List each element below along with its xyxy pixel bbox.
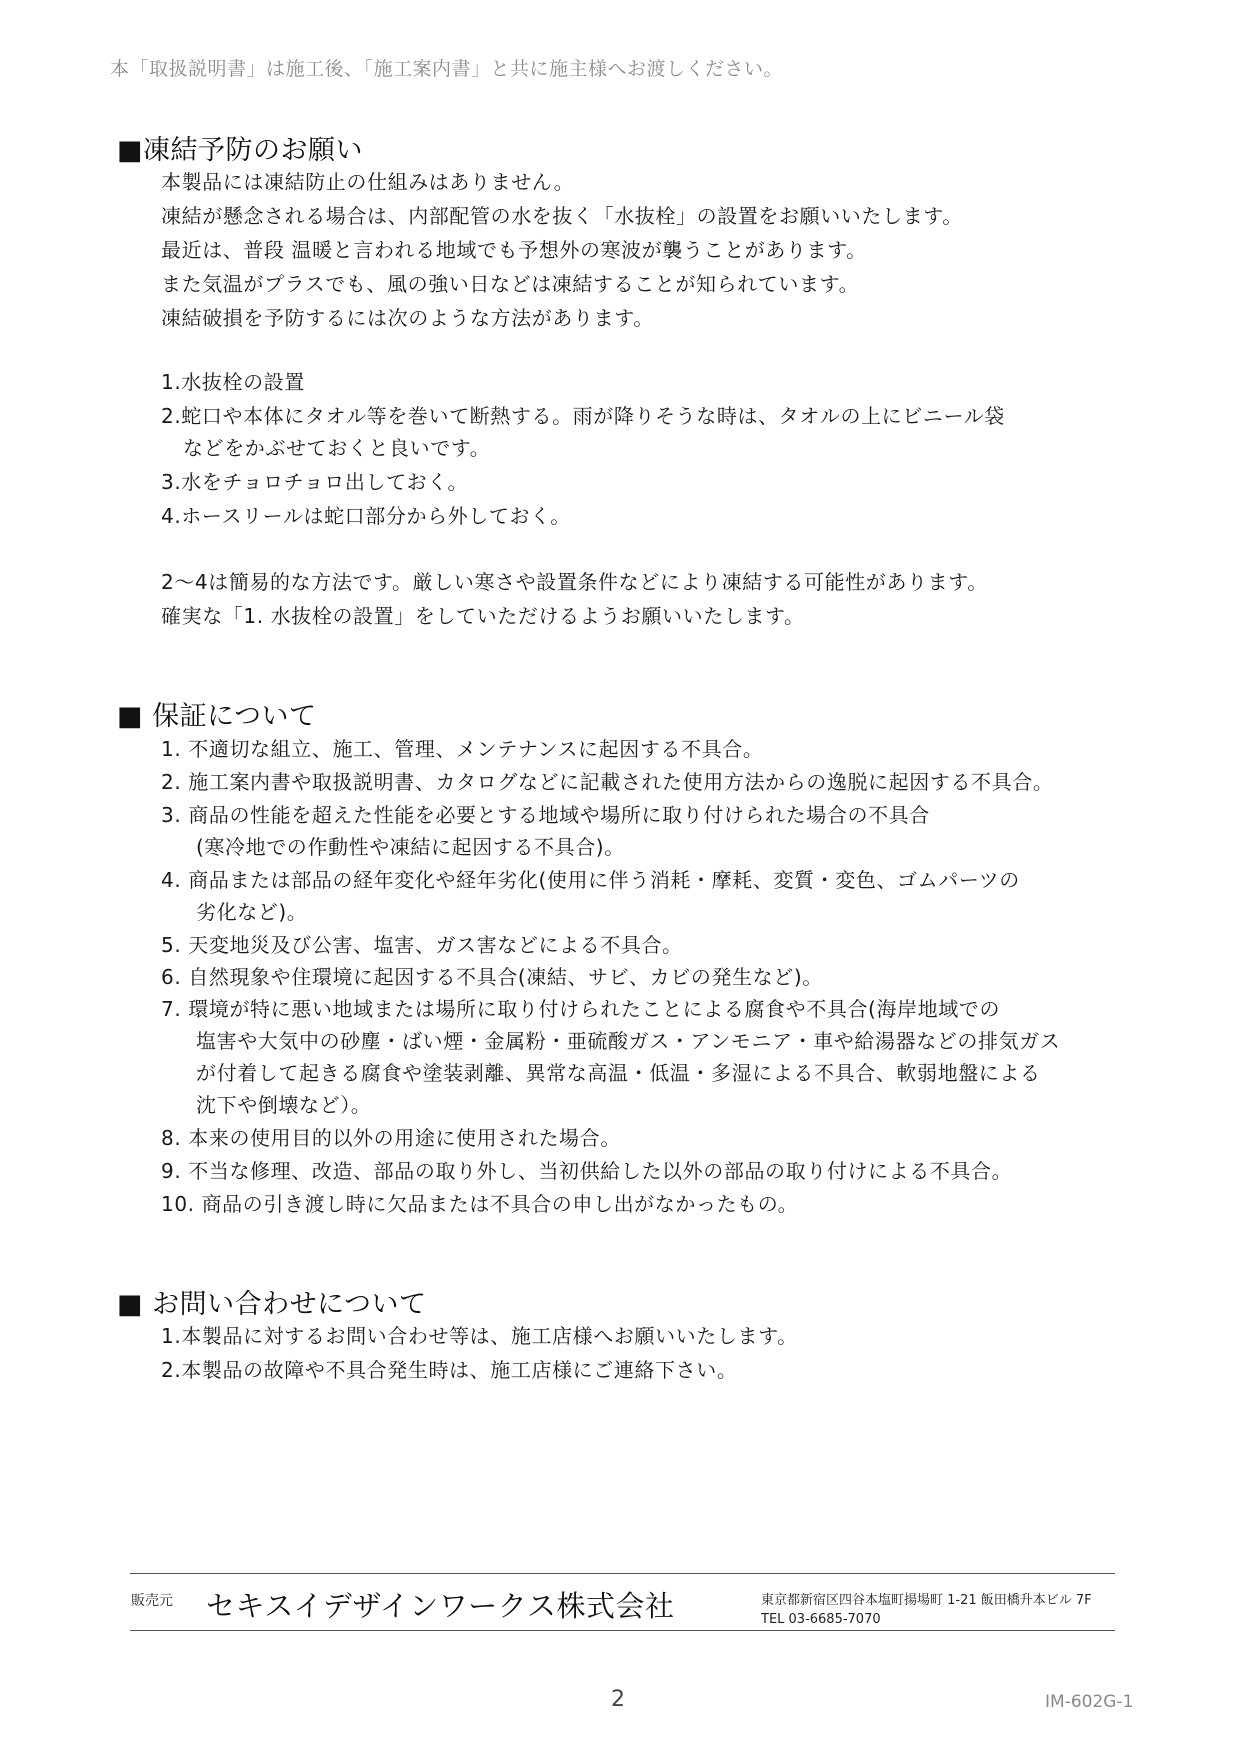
freeze-intro-line: 最近は、普段 温暖と言われる地域でも予想外の寒波が襲うことがあります。	[161, 238, 867, 262]
warranty-section-title: ■ 保証について	[117, 701, 317, 732]
seller-label: 販売元	[131, 1593, 173, 1609]
document-code: IM-602G-1	[1045, 1692, 1134, 1712]
contact-section-title: ■ お問い合わせについて	[117, 1289, 427, 1320]
warranty-item-continuation: 劣化など)。	[196, 900, 308, 924]
company-tel: TEL 03-6685-7070	[761, 1612, 881, 1627]
freeze-intro-line: 凍結破損を予防するには次のような方法があります。	[161, 306, 654, 330]
warranty-item-continuation: 塩害や大気中の砂塵・ばい煙・金属粉・亜硫酸ガス・アンモニア・車や給湯器などの排気ガス	[196, 1029, 1061, 1053]
freeze-method-item: 4.ホースリールは蛇口部分から外しておく。	[161, 504, 571, 528]
warranty-item: 7. 環境が特に悪い地域または場所に取り付けられたことによる腐食や不具合(海岸地域での	[161, 997, 1001, 1021]
freeze-note-line: 確実な「1. 水抜栓の設置」をしていただけるようお願いいたします。	[161, 604, 805, 628]
company-name: セキスイデザインワークス株式会社	[206, 1589, 675, 1623]
freeze-section-title: ■凍結予防のお願い	[117, 135, 364, 166]
warranty-item: 3. 商品の性能を超えた性能を必要とする地域や場所に取り付けられた場合の不具合	[161, 803, 930, 827]
company-address: 東京都新宿区四谷本塩町揚場町 1-21 飯田橋升本ビル 7F	[761, 1593, 1092, 1608]
contact-item: 1.本製品に対するお問い合わせ等は、施工店様へお願いいたします。	[161, 1324, 798, 1348]
freeze-method-item: 1.水抜栓の設置	[161, 370, 305, 394]
freeze-method-item: 2.蛇口や本体にタオル等を巻いて断熱する。雨が降りそうな時は、タオルの上にビニール袋	[161, 404, 1005, 428]
freeze-note-line: 2～4は簡易的な方法です。厳しい寒さや設置条件などにより凍結する可能性があります。	[161, 570, 988, 594]
warranty-item: 8. 本来の使用目的以外の用途に使用された場合。	[161, 1126, 621, 1150]
freeze-method-item: 3.水をチョロチョロ出しておく。	[161, 470, 469, 494]
warranty-item: 6. 自然現象や住環境に起因する不具合(凍結、サビ、カビの発生など)。	[161, 965, 823, 989]
warranty-item: 1. 不適切な組立、施工、管理、メンテナンスに起因する不具合。	[161, 737, 764, 761]
footer-bottom-rule	[130, 1630, 1115, 1631]
warranty-item-continuation: (寒冷地での作動性や凍結に起因する不具合)。	[196, 835, 625, 859]
warranty-item-continuation: が付着して起きる腐食や塗装剥離、異常な高温・低温・多湿による不具合、軟弱地盤による	[196, 1061, 1041, 1085]
warranty-item: 4. 商品または部品の経年変化や経年劣化(使用に伴う消耗・摩耗、変質・変色、ゴムパーツの	[161, 868, 1020, 892]
header-note: 本「取扱説明書」は施工後、「施工案内書」と共に施主様へお渡しください。	[110, 58, 784, 80]
freeze-intro-line: また気温がプラスでも、風の強い日などは凍結することが知られています。	[161, 272, 860, 296]
warranty-item: 5. 天変地災及び公害、塩害、ガス害などによる不具合。	[161, 933, 683, 957]
warranty-item: 2. 施工案内書や取扱説明書、カタログなどに記載された使用方法からの逸脱に起因する不具合。	[161, 770, 1054, 794]
freeze-intro-line: 本製品には凍結防止の仕組みはありません。	[161, 170, 575, 194]
warranty-item: 9. 不当な修理、改造、部品の取り外し、当初供給した以外の部品の取り付けによる不具合。	[161, 1159, 1013, 1183]
warranty-item-continuation: 沈下や倒壊など）。	[196, 1093, 372, 1117]
footer-top-rule	[130, 1573, 1115, 1574]
contact-item: 2.本製品の故障や不具合発生時は、施工店様にご連絡下さい。	[161, 1358, 738, 1382]
page-number: 2	[611, 1687, 625, 1712]
freeze-intro-line: 凍結が懸念される場合は、内部配管の水を抜く「水抜栓」の設置をお願いいたします。	[161, 204, 963, 228]
warranty-item: 10. 商品の引き渡し時に欠品または不具合の申し出がなかったもの。	[161, 1192, 799, 1216]
freeze-method-item-continuation: などをかぶせておくと良いです。	[183, 436, 491, 460]
